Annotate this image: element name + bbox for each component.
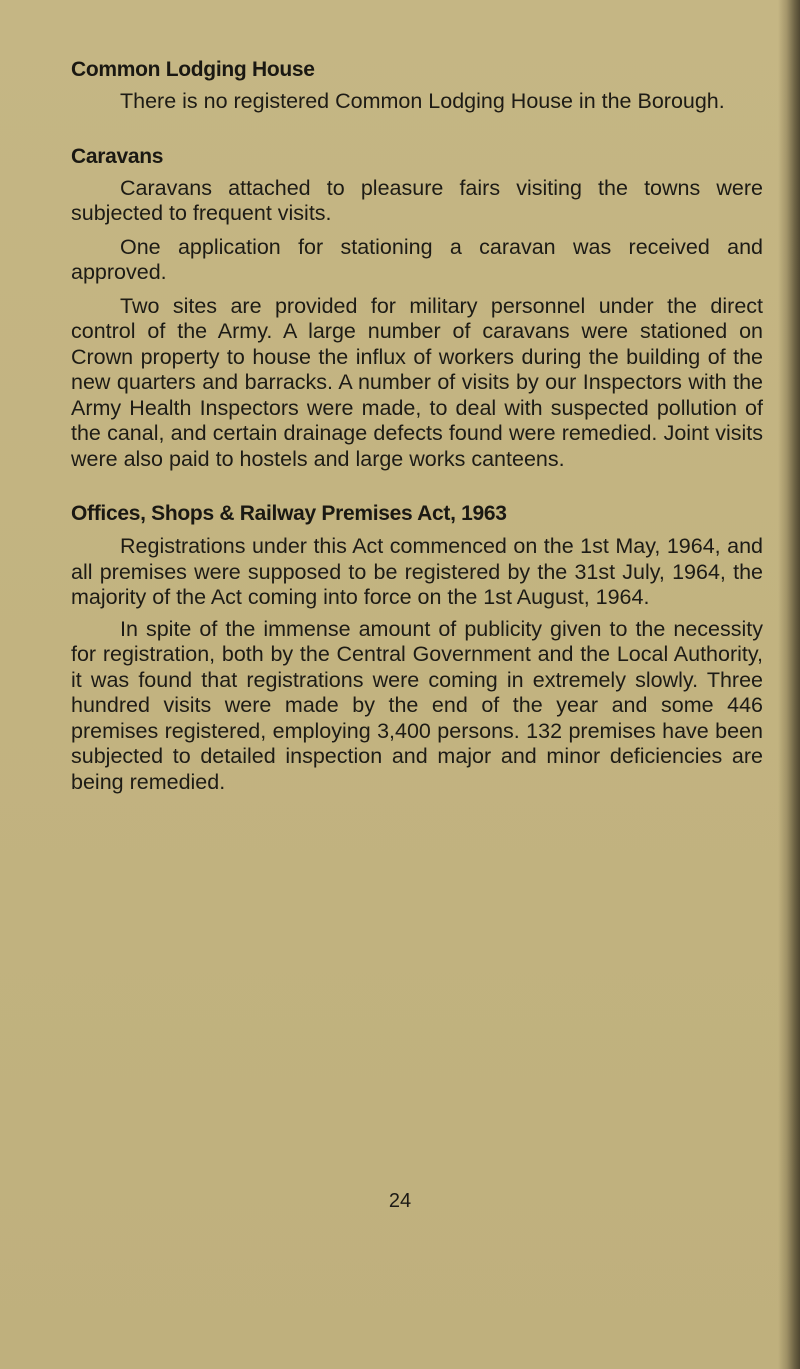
paragraph: In spite of the immense amount of publicity given to the necessity for registration, both by the Central Government and the Local Authority, it was found that registrations were coming in extremely slowly. Three hundred visits were made by the end of the year and some 446 premises registered, employing 3,400 persons. 132 premises have been subjected to detailed inspection and major and minor deficiencies are being remedied. (71, 616, 763, 794)
page-number: 24 (388, 1190, 412, 1212)
paragraph: There is no registered Common Lodging House in the Borough. (120, 89, 725, 113)
section-heading-caravans: Caravans (71, 144, 164, 168)
paragraph: Caravans attached to pleasure fairs visiting the towns were subjected to frequent visits. (71, 175, 763, 225)
paragraph: Registrations under this Act commenced on the 1st May, 1964, and all premises were supposed to be registered by the 31st July, 1964, the majority of the Act coming into force on the 1st August, 1964. (71, 534, 763, 609)
section-heading-offices-shops-railway-act: Offices, Shops & Railway Premises Act, 1963 (71, 502, 507, 525)
binding-edge-shadow (778, 0, 800, 1369)
paragraph: Two sites are provided for military personnel under the direct control of the Army. A large number of caravans were stationed on Crown property to house the influx of workers during the building of the new quarters and barracks. A number of visits by our Inspectors with the Army Health Inspectors were made, to deal with suspected pollution of the canal, and certain drainage defects found were remedied. Joint visits were also paid to hostels and large works canteens. (71, 293, 763, 471)
paragraph: One application for stationing a caravan was received and approved. (71, 234, 763, 284)
document-body (71, 58, 763, 795)
section-heading-common-lodging-house: Common Lodging House (71, 58, 315, 81)
